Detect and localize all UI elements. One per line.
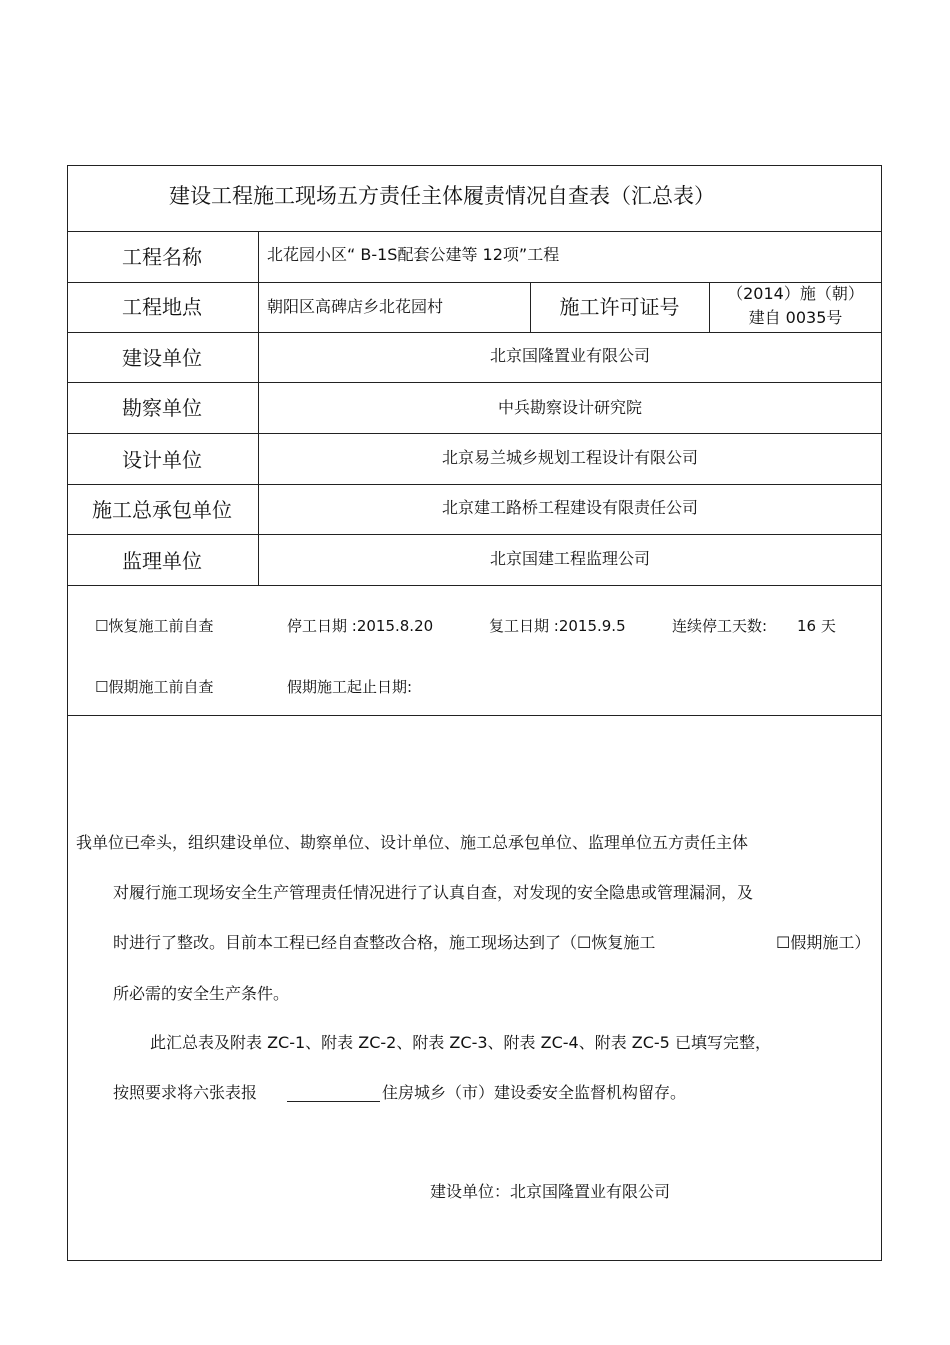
- stop-days-value: 16 天: [797, 617, 836, 635]
- label-project-name: 工程名称: [122, 245, 202, 269]
- value-builder: 北京国隆置业有限公司: [489, 346, 650, 365]
- holiday-dates: 假期施工起止日期:: [287, 678, 413, 696]
- page-title: 建设工程施工现场五方责任主体履责情况自查表（汇总表）: [169, 184, 715, 208]
- row-divider: [67, 282, 882, 283]
- row-divider: [67, 332, 882, 333]
- statement-line-6b: 住房城乡（市）建设委安全监督机构留存。: [382, 1083, 687, 1102]
- label-supervisor: 监理单位: [122, 549, 202, 573]
- row-divider: [67, 231, 882, 232]
- value-survey: 中兵勘察设计研究院: [497, 398, 642, 417]
- row-divider: [67, 534, 882, 535]
- label-builder: 建设单位: [122, 346, 202, 370]
- resume-date: 复工日期 :2015.9.5: [489, 617, 626, 635]
- statement-line-2: 对履行施工现场安全生产管理责任情况进行了认真自查，对发现的安全隐患或管理漏洞，及: [113, 883, 754, 902]
- label-contractor: 施工总承包单位: [92, 498, 232, 522]
- value-project-name: 北花园小区“ B-1S配套公建等 12项”工程: [267, 245, 560, 264]
- row-divider: [67, 382, 882, 383]
- value-design: 北京易兰城乡规划工程设计有限公司: [441, 448, 698, 467]
- label-project-site: 工程地点: [122, 295, 202, 319]
- value-permit-line1: （2014）施（朝）: [727, 284, 864, 303]
- statement-line-5: 此汇总表及附表 ZC-1、附表 ZC-2、附表 ZC-3、附表 ZC-4、附表 ZC-5 已填写完整，: [150, 1033, 771, 1052]
- statement-line-6a: 按照要求将六张表报: [113, 1083, 258, 1102]
- row-divider: [67, 484, 882, 485]
- row-divider: [67, 715, 882, 716]
- value-supervisor: 北京国建工程监理公司: [489, 549, 650, 568]
- value-permit-line2: 建自 0035号: [748, 308, 843, 327]
- value-project-site: 朝阳区高碑店乡北花园村: [267, 297, 444, 316]
- statement-line-4: 所必需的安全生产条件。: [113, 984, 290, 1003]
- statement-line-3: 时进行了整改。目前本工程已经自查整改合格，施工现场达到了（☐恢复施工: [113, 933, 656, 952]
- holiday-option-checkbox[interactable]: ☐假期施工）: [776, 933, 871, 952]
- resume-check-checkbox[interactable]: ☐恢复施工前自查: [95, 617, 214, 635]
- stop-date: 停工日期 :2015.8.20: [287, 617, 434, 635]
- fill-blank-underline[interactable]: [287, 1101, 380, 1102]
- label-survey: 勘察单位: [122, 396, 202, 420]
- label-permit: 施工许可证号: [559, 295, 680, 319]
- value-contractor: 北京建工路桥工程建设有限责任公司: [441, 498, 698, 517]
- holiday-check-checkbox[interactable]: ☐假期施工前自查: [95, 678, 214, 696]
- row-divider: [67, 433, 882, 434]
- signature: 建设单位：北京国隆置业有限公司: [430, 1182, 671, 1201]
- label-design: 设计单位: [122, 448, 202, 472]
- row-divider: [67, 585, 882, 586]
- stop-days-label: 连续停工天数:: [672, 617, 768, 635]
- statement-line-1: 我单位已牵头，组织建设单位、勘察单位、设计单位、施工总承包单位、监理单位五方责任主体: [76, 833, 749, 852]
